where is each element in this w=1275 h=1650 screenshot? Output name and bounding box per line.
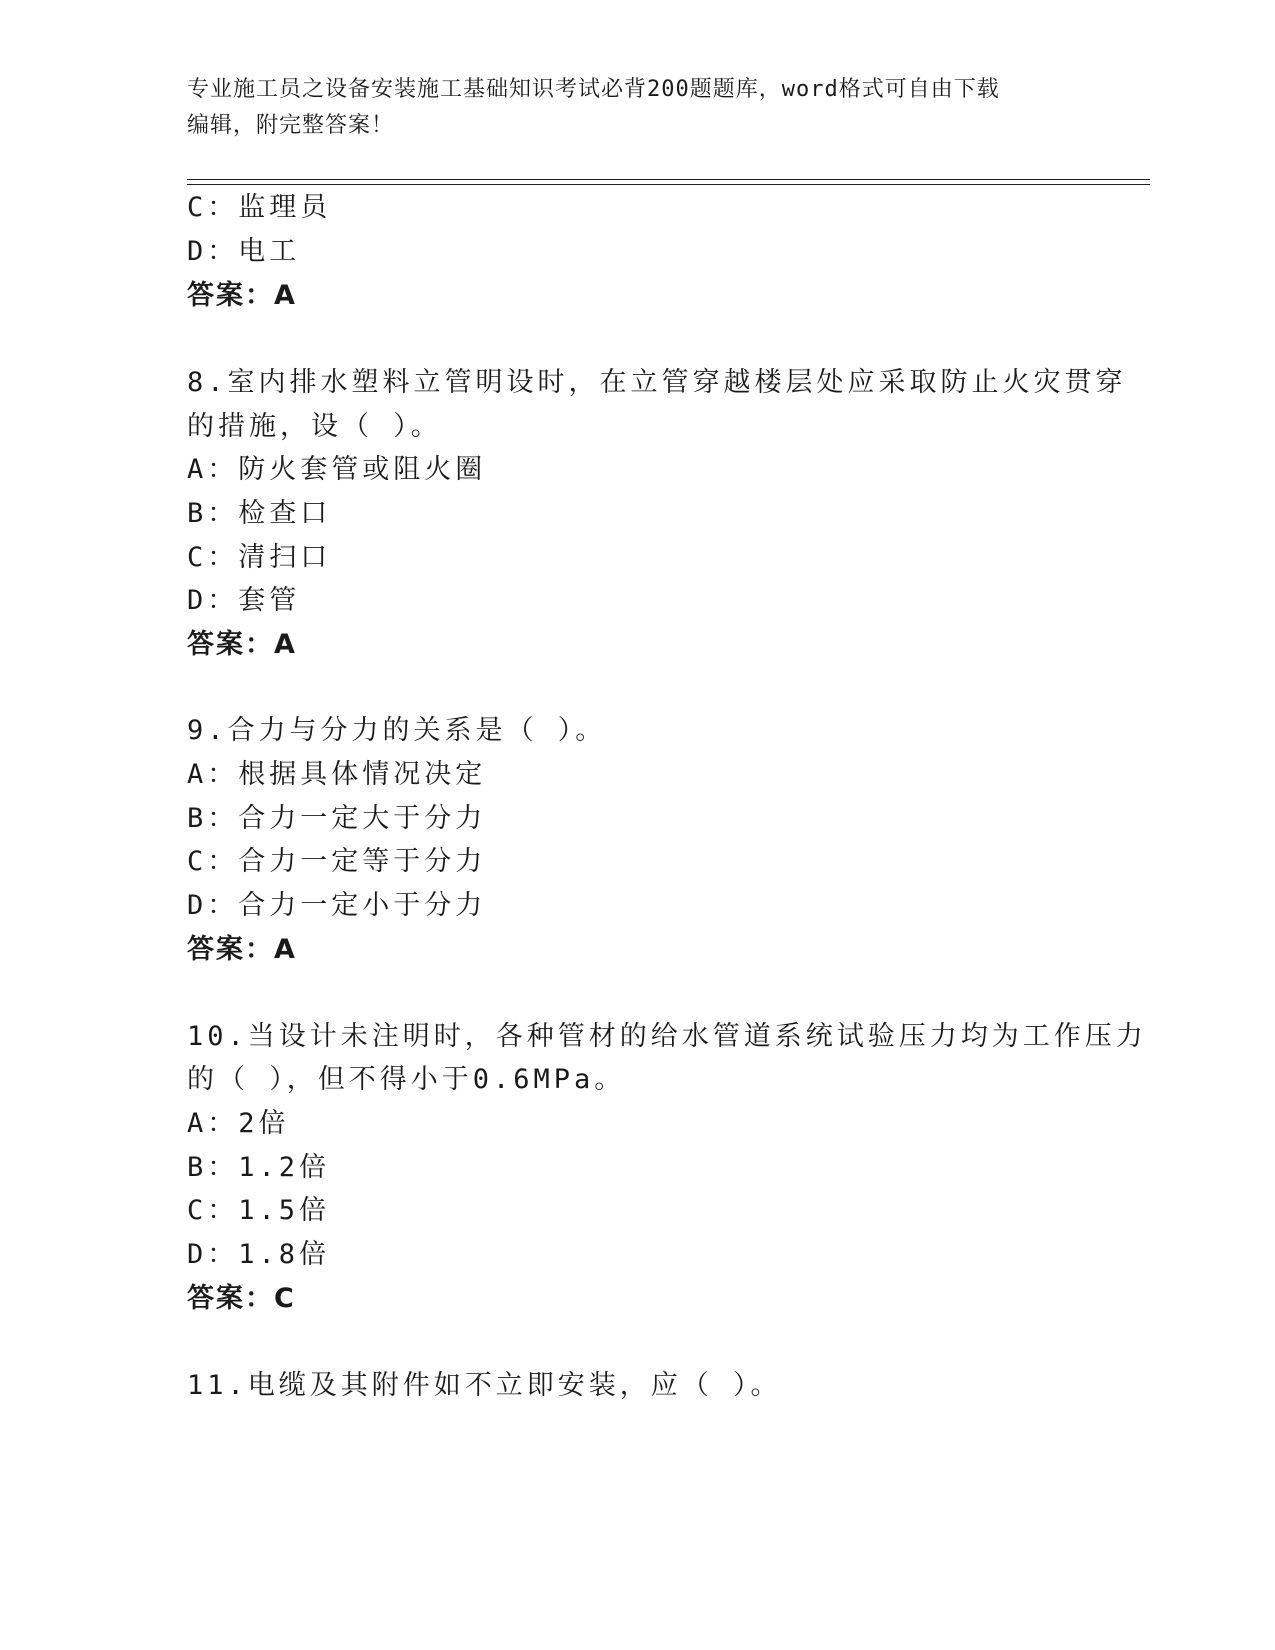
answer-line: 答案：A [187, 280, 297, 311]
header-divider-top [187, 179, 1150, 180]
question-10-option-a: A：2倍 [187, 1108, 290, 1139]
question-10-option-b: B：1.2倍 [187, 1152, 331, 1183]
question-11-stem: 11.电缆及其附件如不立即安装，应（ ）。 [187, 1370, 782, 1401]
header-title-line2: 编辑，附完整答案！ [187, 113, 395, 138]
header-title-line1: 专业施工员之设备安装施工基础知识考试必背200题题库，word格式可自由下载 [187, 77, 1000, 102]
question-8-stem: 8.室内排水塑料立管明设时，在立管穿越楼层处应采取防止火灾贯穿 [187, 367, 1127, 398]
question-10-stem-cont: 的（ ），但不得小于0.6MPa。 [187, 1064, 626, 1095]
question-10-answer: 答案：C [187, 1283, 296, 1314]
option-c: C：监理员 [187, 192, 332, 223]
question-9-option-d: D：合力一定小于分力 [187, 890, 487, 921]
question-9-stem: 9.合力与分力的关系是（ ）。 [187, 715, 607, 746]
question-10-stem: 10.当设计未注明时，各种管材的给水管道系统试验压力均为工作压力 [187, 1021, 1147, 1052]
question-10-option-d: D：1.8倍 [187, 1239, 331, 1270]
question-8-stem-cont: 的措施，设（ ）。 [187, 411, 442, 442]
question-10-option-c: C：1.5倍 [187, 1195, 331, 1226]
question-9-answer: 答案：A [187, 934, 297, 965]
question-8-option-b: B：检查口 [187, 498, 332, 529]
document-header [187, 72, 1067, 144]
option-d: D：电工 [187, 236, 301, 267]
question-8-option-c: C：清扫口 [187, 542, 332, 573]
question-8-option-d: D：套管 [187, 585, 301, 616]
question-9-option-b: B：合力一定大于分力 [187, 803, 487, 834]
question-9-option-c: C：合力一定等于分力 [187, 846, 487, 877]
question-8-option-a: A：防火套管或阻火圈 [187, 454, 487, 485]
question-8-answer: 答案：A [187, 629, 297, 660]
header-divider-bottom [187, 184, 1150, 185]
question-9-option-a: A：根据具体情况决定 [187, 759, 487, 790]
